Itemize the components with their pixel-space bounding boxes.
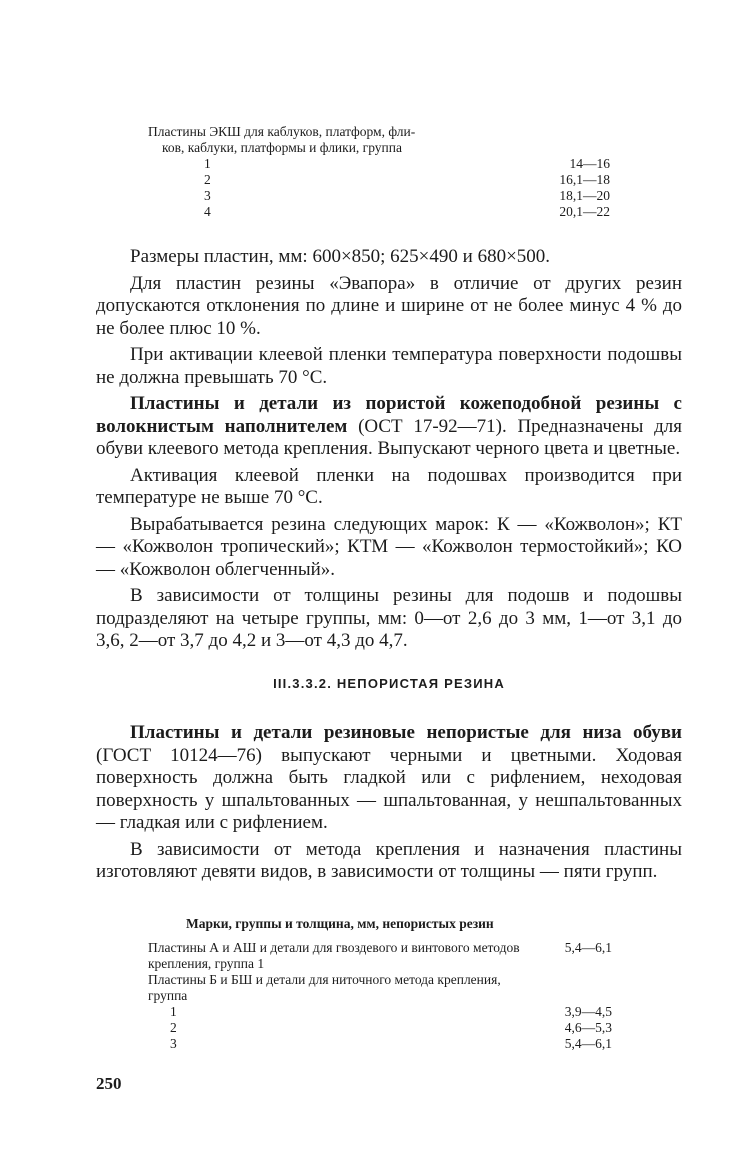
value-cell: 4,6—5,3 (564, 1020, 612, 1035)
group-cell: 2 (204, 172, 211, 187)
group-cell: 2 (170, 1020, 177, 1035)
group-cell: 3 (204, 188, 211, 203)
value-cell: 3,9—4,5 (564, 1004, 612, 1019)
paragraph-bold-lead: Пластины и детали из пористой кожеподобной резины с волокнистым наполнителем (96, 393, 682, 437)
top-table-caption-line1: Пластины ЭКШ для каблуков, платформ, фли- (148, 124, 416, 139)
group-cell: 1 (170, 1004, 177, 1019)
value-cell: 18,1—20 (559, 188, 610, 203)
table-row (148, 972, 618, 1004)
table-row (148, 1020, 618, 1036)
value-cell: 16,1—18 (559, 172, 610, 187)
body-text (96, 246, 682, 657)
paragraph-activation-soles (96, 465, 682, 510)
paragraph-brands (96, 514, 682, 582)
row-b-text: Пластины Б и БШ и детали для ниточного метода крепления, группа (148, 972, 501, 1003)
paragraph-text: Вырабатывается резина следующих марок: К — «Кожволон»; КТ — «Кожволон тропический»; КТМ — «Кожволон термостойкий»; КО — «Кожволон облегченный». (96, 513, 682, 580)
paragraph-text: Активация клеевой пленки на подошвах производится при температуре не выше 70 °С. (96, 464, 682, 508)
value-cell: 14—16 (569, 156, 610, 171)
section-heading: III.3.3.2. НЕПОРИСТАЯ РЕЗИНА (273, 676, 505, 691)
paragraph-bold-lead: Пластины и детали резиновые непористые для низа обуви (130, 722, 682, 743)
paragraph-text: При активации клеевой пленки температура поверхности подошвы не должна превышать 70 °С. (96, 344, 682, 388)
top-table (148, 124, 618, 220)
paragraph-text: В зависимости от толщины резины для подошв и подошвы подразделяют на четыре группы, мм: 0—от 2,6 до 3 мм, 1—от 3,1 до 3,6, 2—от 3,7 до 4,2 и 3—от 4,3 до 4,7. (96, 585, 682, 651)
paragraph-text: (ОСТ 17-92—71). Предназначены для обуви клеевого метода крепления. Выпускают черного цвета и цветные. (96, 415, 682, 459)
table-row (148, 940, 618, 972)
row-a-value: 5,4—6,1 (564, 940, 612, 955)
paragraph-evapora (96, 273, 682, 341)
table-row (148, 204, 618, 220)
group-cell: 3 (170, 1036, 177, 1051)
table-row (148, 1036, 618, 1052)
row-a-text: Пластины А и АШ и детали для гвоздевого и винтового методов крепления, группа 1 (148, 940, 520, 971)
paragraph-activation (96, 344, 682, 389)
table-row (148, 156, 618, 172)
paragraph-sizes (96, 246, 682, 269)
paragraph-text: Размеры пластин, мм: 600×850; 625×490 и 680×500. (130, 246, 551, 267)
paragraph-nonporous (96, 722, 682, 835)
paragraph-groups (96, 585, 682, 653)
value-cell: 5,4—6,1 (564, 1036, 612, 1051)
top-table-caption-line2: ков, каблуки, платформы и флики, группа (162, 140, 402, 155)
paragraph-text: (ГОСТ 10124—76) выпускают черными и цветными. Ходовая поверхность должна быть гладкой или с рифлением, неходовая поверхность у шпальтованных — шпальтованная, у нешпальтованных — гладкая или с рифлением. (96, 744, 682, 833)
bottom-table-title: Марки, группы и толщина, мм, непористых резин (186, 916, 494, 931)
group-cell: 1 (204, 156, 211, 171)
value-cell: 20,1—22 (559, 204, 610, 219)
table-row (148, 1004, 618, 1020)
table-row (148, 188, 618, 204)
table-row (148, 172, 618, 188)
group-cell: 4 (204, 204, 211, 219)
body-text-2 (96, 722, 682, 888)
paragraph-text: Для пластин резины «Эвапора» в отличие от других резин допускаются отклонения по длине и ширине от не более минус 4 % до не более плюс 10 %. (96, 272, 682, 339)
bottom-table (148, 940, 618, 1052)
paragraph-kinds (96, 839, 682, 884)
page-number: 250 (96, 1074, 122, 1093)
paragraph-text: В зависимости от метода крепления и назначения пластины изготовляют девяти видов, в зависимости от толщины — пяти групп. (96, 838, 682, 882)
paragraph-porous-rubber (96, 393, 682, 461)
